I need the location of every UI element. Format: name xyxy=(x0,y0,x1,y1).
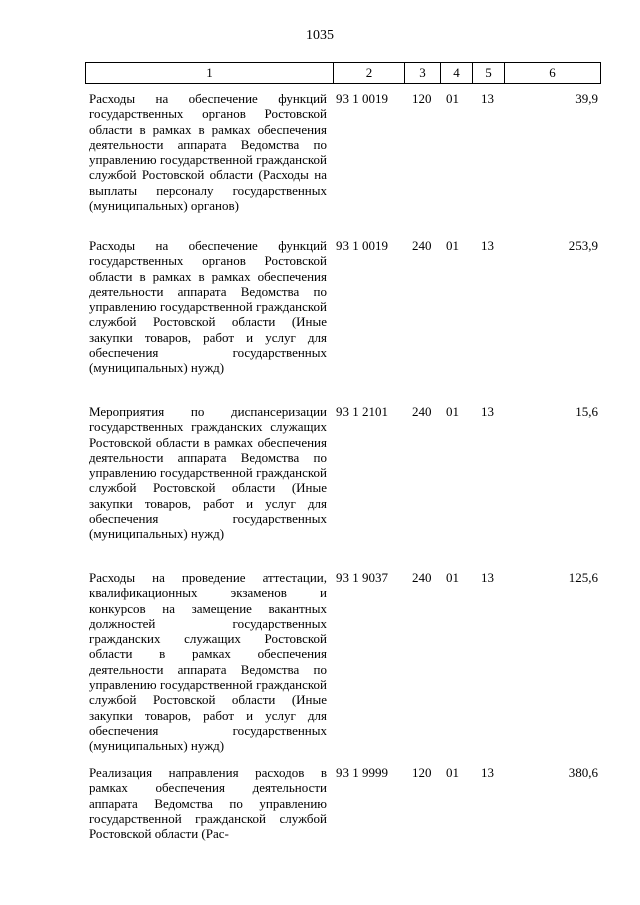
row-expense-type: 120 xyxy=(412,91,432,106)
row-code: 93 1 0019 xyxy=(336,238,388,253)
row-amount: 39,9 xyxy=(575,91,598,106)
row-subsection: 13 xyxy=(481,91,494,106)
row-code: 93 1 9999 xyxy=(336,765,388,780)
header-col-1: 1 xyxy=(86,63,334,83)
row-code: 93 1 9037 xyxy=(336,570,388,585)
row-expense-type: 240 xyxy=(412,570,432,585)
row-subsection: 13 xyxy=(481,765,494,780)
row-description: Реализация направления расходов в рамках обеспечения деятельности аппарата Ведомства по управлению государственной гражданской службой Ростовской области (Рас- xyxy=(89,765,327,842)
row-section: 01 xyxy=(446,238,459,253)
page-number: 1035 xyxy=(306,28,334,43)
header-col-5: 5 xyxy=(473,63,505,83)
header-col-4: 4 xyxy=(441,63,473,83)
row-expense-type: 240 xyxy=(412,404,432,419)
row-amount: 125,6 xyxy=(568,570,598,585)
header-col-6: 6 xyxy=(549,65,556,80)
row-description: Расходы на обеспечение функций государственных органов Ростовской области в рамках в рамках обеспечения деятельности аппарата Ведомства по управлению государственной гражданской службой Ростовской области (Расходы на выплаты персоналу государственных (муниципальных) органов) xyxy=(89,91,327,214)
header-col-3: 3 xyxy=(405,63,441,83)
row-description: Мероприятия по диспансеризации государственных гражданских служащих Ростовской области в рамках обеспечения деятельности аппарата Ведомства по управлению государственной гражданской службой Ростовской области (Иные закупки товаров, работ и услуг для обеспечения государственных (муниципальных) нужд) xyxy=(89,404,327,542)
row-expense-type: 120 xyxy=(412,765,432,780)
row-section: 01 xyxy=(446,91,459,106)
row-code: 93 1 2101 xyxy=(336,404,388,419)
row-expense-type: 240 xyxy=(412,238,432,253)
row-description: Расходы на проведение аттестации, квалификационных экзаменов и конкурсов на замещение вакантных должностей государственных гражданских служащих Ростовской области в рамках обеспечения деятельности аппарата Ведомства по управлению государственной гражданской службой Ростовской области (Иные закупки товаров, работ и услуг для обеспечения государственных (муниципальных) нужд) xyxy=(89,570,327,754)
row-amount: 380,6 xyxy=(568,765,598,780)
row-section: 01 xyxy=(446,570,459,585)
row-code: 93 1 0019 xyxy=(336,91,388,106)
table-header xyxy=(85,62,601,84)
row-amount: 253,9 xyxy=(568,238,598,253)
row-description: Расходы на обеспечение функций государственных органов Ростовской области в рамках в рамках обеспечения деятельности аппарата Ведомства по управлению государственной гражданской службой Ростовской области (Иные закупки товаров, работ и услуг для обеспечения государственных (муниципальных) нужд) xyxy=(89,238,327,376)
row-subsection: 13 xyxy=(481,570,494,585)
row-section: 01 xyxy=(446,404,459,419)
row-subsection: 13 xyxy=(481,238,494,253)
row-section: 01 xyxy=(446,765,459,780)
row-subsection: 13 xyxy=(481,404,494,419)
row-amount: 15,6 xyxy=(575,404,598,419)
header-col-2: 2 xyxy=(334,63,405,83)
